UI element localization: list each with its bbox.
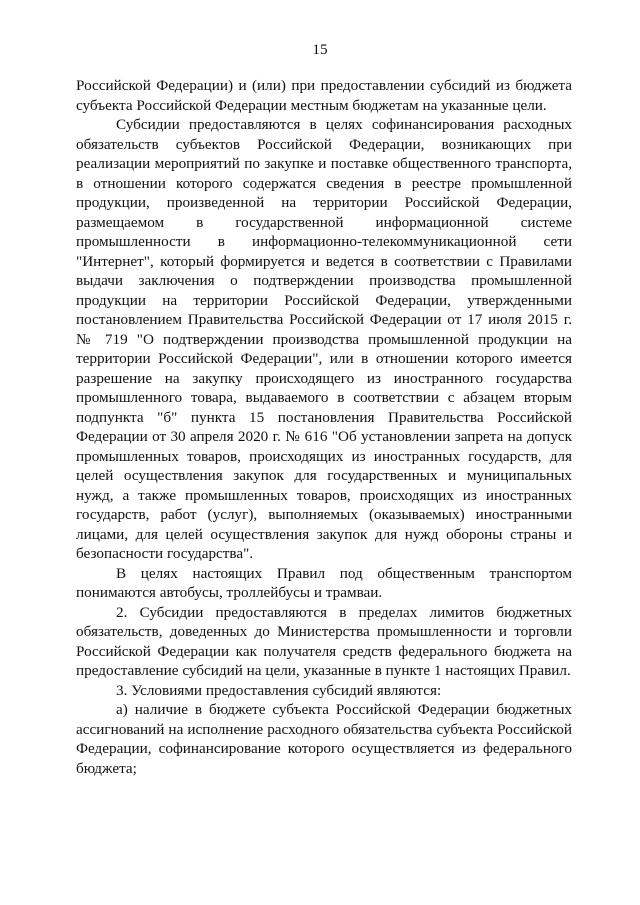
- document-body: [76, 76, 572, 778]
- paragraph-public-transport-definition: В целях настоящих Правил под общественным транспортом понимаются автобусы, троллейбусы и трамваи.: [76, 564, 572, 601]
- paragraph-item-2: 2. Субсидии предоставляются в пределах лимитов бюджетных обязательств, доведенных до Министерства промышленности и торговли Российской Федерации как получателя средств федерального бюджета на предоставление субсидий на цели, указанные в пункте 1 настоящих Правил.: [76, 603, 572, 679]
- paragraph-subsidy-purpose: Субсидии предоставляются в целях софинансирования расходных обязательств субъектов Российской Федерации, возникающих при реализации мероприятий по закупке и поставке общественного транспорта, в отношении которого содержатся сведения в реестре промышленной продукции, произведенной на территории Российской Федерации, размещаемом в государственной информационной системе промышленности в информационно-телекоммуникационной сети "Интернет", который формируется и ведется в соответствии с Правилами выдачи заключения о подтверждении производства промышленной продукции на территории Российской Федерации, утвержденными постановлением Правительства Российской Федерации от 17 июля 2015 г. № 719 "О подтверждении производства промышленной продукции на территории Российской Федерации", или в отношении которого имеется разрешение на закупку происходящего из иностранного государства промышленного товара, выдаваемого в соответствии с абзацем вторым подпункта "б" пункта 15 постановления Правительства Российской Федерации от 30 апреля 2020 г. № 616 "Об установлении запрета на допуск промышленных товаров, происходящих из иностранных государств, для целей осуществления закупок для государственных и муниципальных нужд, а также промышленных товаров, происходящих из иностранных государств, работ (услуг), выполняемых (оказываемых) иностранными лицами, для целей осуществления закупок для нужд обороны страны и безопасности государства".: [76, 116, 572, 562]
- paragraph-continuation: Российской Федерации) и (или) при предоставлении субсидий из бюджета субъекта Российской Федерации местным бюджетам на указанные цели.: [76, 77, 572, 114]
- paragraph-item-3: 3. Условиями предоставления субсидий являются:: [116, 681, 442, 699]
- paragraph-item-3a: а) наличие в бюджете субъекта Российской Федерации бюджетных ассигнований на исполнение расходного обязательства субъекта Российской Федерации, софинансирование которого осуществляется из федерального бюджета;: [76, 701, 572, 777]
- page-number: 15: [312, 41, 328, 58]
